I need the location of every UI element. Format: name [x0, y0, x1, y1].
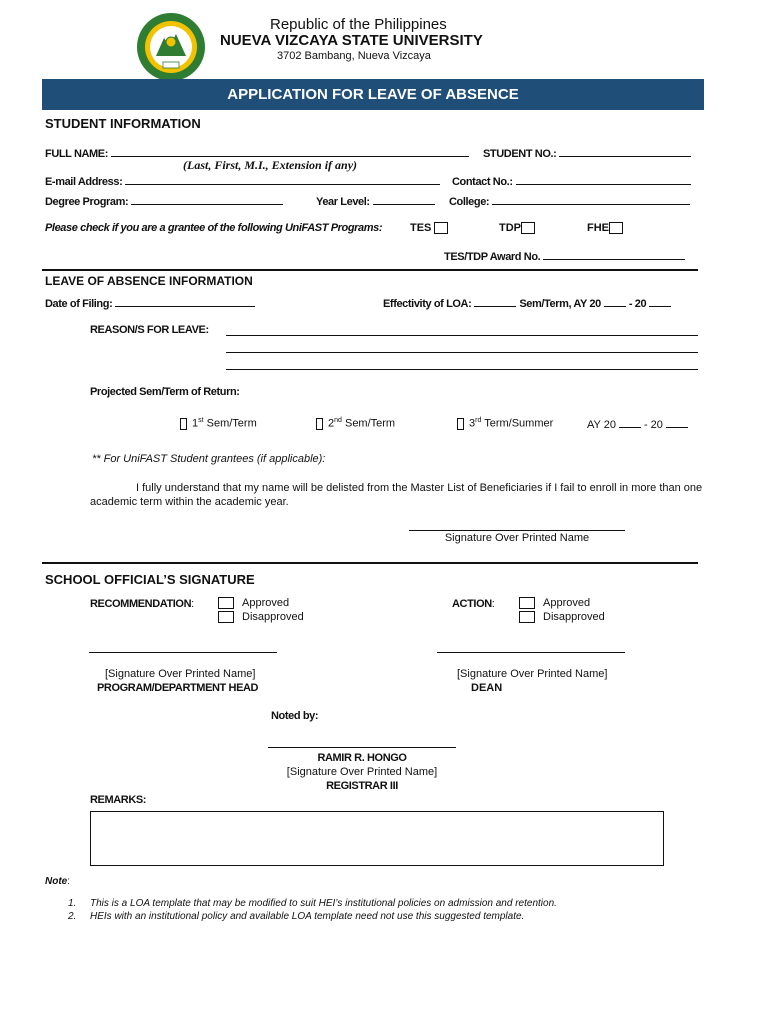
ay-end-field[interactable]: [649, 296, 671, 307]
recommendation-colon: :: [191, 598, 195, 610]
form-title: APPLICATION FOR LEAVE OF ABSENCE: [227, 86, 519, 103]
statement-line-2: academic term within the academic year.: [90, 496, 289, 508]
registrar-sig-label: [Signature Over Printed Name]: [286, 766, 438, 778]
full-name-label: FULL NAME:: [45, 148, 109, 160]
return-option-2-text: Sem/Term: [341, 417, 396, 430]
return-option-2-box[interactable]: [316, 418, 323, 430]
action-approved-label: Approved: [543, 597, 591, 609]
official-heading: SCHOOL OFFICIAL’S SIGNATURE: [45, 572, 255, 587]
note-item-1: [68, 898, 557, 909]
remarks-box[interactable]: [90, 811, 664, 866]
registrar-title: REGISTRAR III: [326, 780, 398, 792]
student-no-field[interactable]: [559, 146, 691, 157]
date-filing-label: Date of Filing:: [45, 298, 113, 310]
action-disapproved-option: [519, 611, 605, 623]
action-approved-option: [519, 597, 590, 609]
student-no-row: [483, 146, 694, 160]
contact-field[interactable]: [516, 174, 691, 185]
statement-line-1: I fully understand that my name will be delisted from the Master List of Beneficiaries if I fail to enroll in more than one: [136, 482, 703, 494]
header-university: NUEVA VIZCAYA STATE UNIVERSITY: [220, 32, 483, 49]
projected-return-label: Projected Sem/Term of Return:: [90, 386, 240, 398]
action-approved-checkbox[interactable]: [519, 597, 535, 609]
return-option-1: [180, 417, 257, 430]
reason-line-2[interactable]: [226, 352, 698, 353]
header-republic: Republic of the Philippines: [270, 16, 447, 33]
note-item-1-text: This is a LOA template that may be modified to suit HEI’s institutional policies on admission and retention.: [90, 898, 557, 909]
university-seal: [136, 12, 206, 82]
effectivity-row: [383, 296, 674, 310]
rec-approved-option: [218, 597, 289, 609]
tes-label: TES: [410, 222, 432, 234]
return-option-2: [316, 417, 395, 430]
date-filing-row: [45, 296, 258, 310]
tdp-checkbox[interactable]: [521, 222, 535, 234]
section-divider-2: [42, 562, 698, 564]
action-colon: :: [491, 598, 495, 610]
name-hint: (Last, First, M.I., Extension if any): [183, 158, 358, 172]
program-head-sig-label: [Signature Over Printed Name]: [105, 668, 256, 680]
rec-disapproved-label: Disapproved: [242, 611, 304, 623]
tdp-option: [499, 222, 535, 234]
registrar-signature-line[interactable]: [268, 747, 456, 748]
action-disapproved-checkbox[interactable]: [519, 611, 535, 623]
note-item-2-text: HEIs with an institutional policy and available LOA template need not use this suggested template.: [90, 911, 525, 922]
return-option-3-box[interactable]: [457, 418, 464, 430]
return-option-3-num: 3: [469, 417, 476, 430]
email-field[interactable]: [125, 174, 440, 185]
return-ay-separator: - 20: [643, 419, 663, 431]
rec-disapproved-checkbox[interactable]: [218, 611, 234, 623]
fhe-label: FHE: [587, 222, 609, 234]
note-label: Note: [45, 876, 68, 887]
full-name-field[interactable]: [111, 146, 469, 157]
loa-info-heading: LEAVE OF ABSENCE INFORMATION: [45, 274, 253, 288]
action-disapproved-label: Disapproved: [543, 611, 605, 623]
sem-term-ay-label: Sem/Term, AY 20: [519, 298, 601, 310]
section-divider-1: [42, 269, 698, 271]
return-option-2-sup: nd: [334, 417, 342, 424]
award-no-field[interactable]: [543, 249, 685, 260]
tes-checkbox[interactable]: [434, 222, 448, 234]
reasons-label: REASON/S FOR LEAVE:: [90, 324, 209, 336]
unifast-prompt: Please check if you are a grantee of the following UniFAST Programs:: [45, 222, 383, 234]
noted-by-label: Noted by:: [271, 710, 319, 722]
note-item-2-num: 2.: [68, 911, 77, 922]
rec-approved-label: Approved: [242, 597, 290, 609]
college-label: College:: [449, 196, 490, 208]
return-option-3-text: Term/Summer: [481, 417, 554, 430]
award-no-label: TES/TDP Award No.: [444, 251, 541, 263]
student-info-heading: STUDENT INFORMATION: [45, 116, 201, 131]
remarks-label: REMARKS:: [90, 794, 147, 806]
note-label-row: [45, 876, 70, 887]
degree-label: Degree Program:: [45, 196, 129, 208]
degree-row: [45, 194, 286, 208]
program-head-title: PROGRAM/DEPARTMENT HEAD: [97, 682, 259, 694]
contact-row: [452, 174, 694, 188]
year-level-field[interactable]: [373, 194, 435, 205]
return-ay-row: [587, 417, 691, 431]
fhe-checkbox[interactable]: [609, 222, 623, 234]
fhe-option: [587, 222, 623, 234]
action-label-row: [452, 598, 495, 610]
student-signature-label: Signature Over Printed Name: [444, 532, 590, 544]
header-address: 3702 Bambang, Nueva Vizcaya: [277, 50, 431, 62]
student-signature-line[interactable]: [409, 530, 625, 531]
dean-sig-label: [Signature Over Printed Name]: [457, 668, 608, 680]
tdp-label: TDP: [499, 222, 521, 234]
email-row: [45, 174, 443, 188]
email-label: E-mail Address:: [45, 176, 123, 188]
reason-line-3[interactable]: [226, 369, 698, 370]
dean-signature-line[interactable]: [437, 652, 625, 653]
recommendation-label: RECOMMENDATION: [90, 598, 192, 610]
year-level-row: [316, 194, 438, 208]
college-row: [449, 194, 693, 208]
return-option-1-sup: st: [198, 417, 204, 424]
award-no-row: [444, 249, 688, 263]
reason-line-1[interactable]: [226, 335, 698, 336]
rec-disapproved-option: [218, 611, 304, 623]
unifast-grantee-note: ** For UniFAST Student grantees (if applicable):: [92, 453, 326, 465]
return-ay-label: AY 20: [587, 419, 616, 431]
ay-separator: - 20: [628, 298, 647, 310]
tes-option: [410, 222, 448, 234]
return-ay-end-field[interactable]: [666, 417, 688, 428]
date-filing-field[interactable]: [115, 296, 255, 307]
note-item-2: [68, 911, 524, 922]
return-option-1-text: Sem/Term: [203, 417, 257, 430]
return-option-2-num: 2: [328, 417, 335, 430]
college-field[interactable]: [492, 194, 690, 205]
contact-label: Contact No.:: [452, 176, 513, 188]
return-option-3-sup: rd: [475, 417, 482, 424]
return-option-3: [457, 417, 553, 430]
degree-field[interactable]: [131, 194, 283, 205]
rec-approved-checkbox[interactable]: [218, 597, 234, 609]
note-colon: :: [67, 876, 71, 887]
action-label: ACTION: [452, 598, 492, 610]
ay-start-field[interactable]: [604, 296, 626, 307]
note-item-1-num: 1.: [68, 898, 77, 909]
dean-title: DEAN: [471, 682, 503, 694]
effectivity-label: Effectivity of LOA:: [383, 298, 472, 310]
return-option-1-num: 1: [192, 417, 199, 430]
year-level-label: Year Level:: [316, 196, 370, 208]
registrar-name: RAMIR R. HONGO: [317, 752, 407, 764]
return-ay-start-field[interactable]: [619, 417, 641, 428]
effectivity-field[interactable]: [474, 296, 516, 307]
recommendation-label-row: [90, 598, 194, 610]
return-option-1-box[interactable]: [180, 418, 187, 430]
program-head-signature-line[interactable]: [89, 652, 277, 653]
student-no-label: STUDENT NO.:: [483, 148, 557, 160]
